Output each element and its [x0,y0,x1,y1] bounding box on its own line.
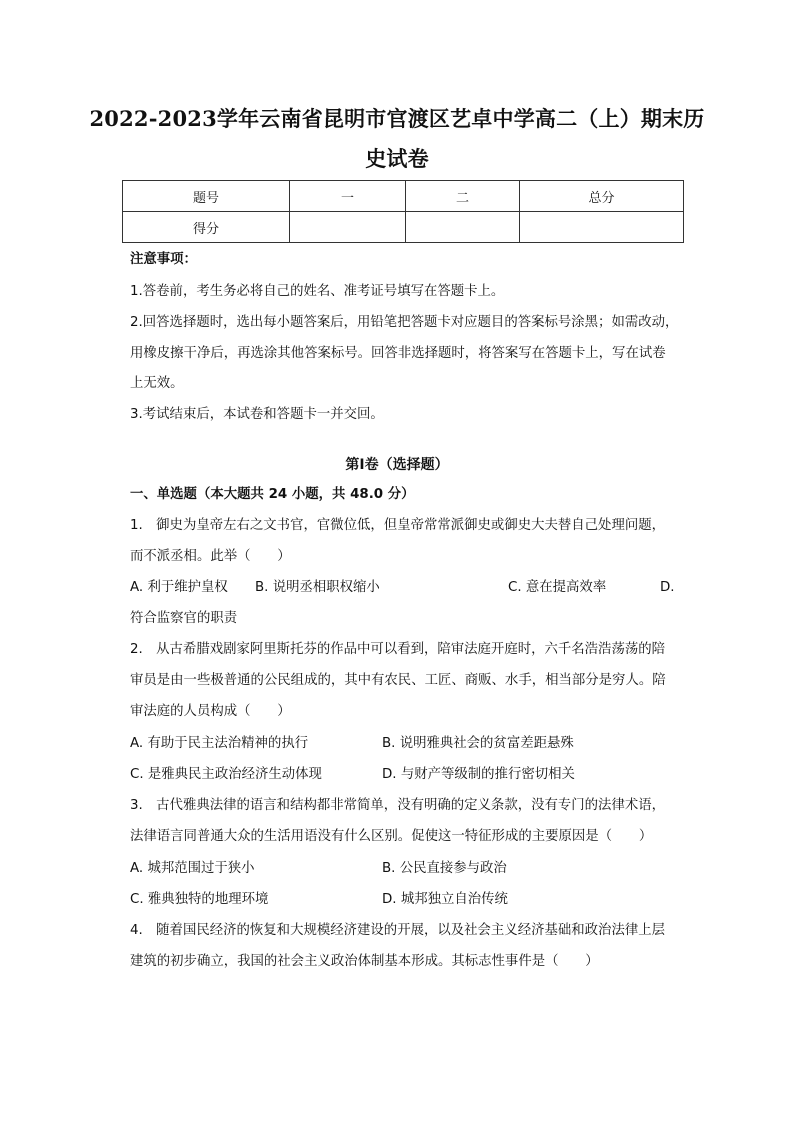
part-heading: 一、单选题（本大题共 24 小题，共 48.0 分） [130,487,415,502]
question-1-option-b: B. 说明丞相职权缩小 [255,580,380,595]
score-header-part-1: 一 [290,181,406,212]
score-cell-total [520,212,684,243]
notice-line: 2.回答选择题时，选出每小题答案后，用铅笔把答题卡对应题目的答案标号涂黑；如需改动， [130,315,679,330]
score-header-total: 总分 [520,181,684,212]
question-1-text: 而不派丞相。此举（ ） [130,549,291,564]
score-row-label: 得分 [123,212,290,243]
notice-heading: 注意事项： [130,252,197,267]
score-header-part-2: 二 [406,181,520,212]
exam-title-line-2: 史试卷 [365,146,429,171]
question-3-option-a: A. 城邦范围过于狭小 [130,861,255,876]
question-4-text: 建筑的初步确立，我国的社会主义政治体制基本形成。其标志性事件是（ ） [130,954,599,969]
question-2-option-c: C. 是雅典民主政治经济生动体现 [130,767,322,782]
score-cell-part-2 [406,212,520,243]
score-header-question-no: 题号 [123,181,290,212]
score-table-header-row [123,181,684,212]
exam-title-line-1: 2022-2023学年云南省昆明市官渡区艺卓中学高二（上）期末历 [89,106,705,131]
question-1-option-d-label: D. [660,580,675,595]
question-3-text: 法律语言同普通大众的生活用语没有什么区别。促使这一特征形成的主要原因是（ ） [130,829,653,844]
notice-line: 1.答卷前，考生务必将自己的姓名、准考证号填写在答题卡上。 [130,284,505,299]
question-3-option-d: D. 城邦独立自治传统 [382,892,508,907]
section-title: 第Ⅰ卷（选择题） [345,457,449,473]
question-2-text: 2. 从古希腊戏剧家阿里斯托芬的作品中可以看到，陪审法庭开庭时，六千名浩浩荡荡的陪 [130,642,666,657]
question-2-option-d: D. 与财产等级制的推行密切相关 [382,767,575,782]
question-2-text: 审员是由一些极普通的公民组成的，其中有农民、工匠、商贩、水手，相当部分是穷人。陪 [130,673,666,688]
question-1-text: 1. 御史为皇帝左右之文书官，官微位低，但皇帝常常派御史或御史大夫替自己处理问题， [130,518,666,533]
question-4-text: 4. 随着国民经济的恢复和大规模经济建设的开展，以及社会主义经济基础和政治法律上层 [130,923,666,938]
question-2-option-a: A. 有助于民主法治精神的执行 [130,736,309,751]
question-1-option-c: C. 意在提高效率 [508,580,607,595]
notice-line: 3.考试结束后，本试卷和答题卡一并交回。 [130,407,384,422]
question-3-option-c: C. 雅典独特的地理环境 [130,892,269,907]
score-table-score-row [123,212,684,243]
notice-line: 上无效。 [130,376,184,391]
question-2-option-b: B. 说明雅典社会的贫富差距悬殊 [382,736,574,751]
question-2-text: 审法庭的人员构成（ ） [130,704,291,719]
score-cell-part-1 [290,212,406,243]
question-3-option-b: B. 公民直接参与政治 [382,861,507,876]
score-table [122,180,684,243]
notice-line: 用橡皮擦干净后，再选涂其他答案标号。回答非选择题时，将答案写在答题卡上，写在试卷 [130,346,666,361]
question-1-option-a: A. 利于维护皇权 [130,580,228,595]
question-1-option-d-text: 符合监察官的职责 [130,611,238,626]
question-3-text: 3. 古代雅典法律的语言和结构都非常简单，没有明确的定义条款，没有专门的法律术语， [130,798,666,813]
